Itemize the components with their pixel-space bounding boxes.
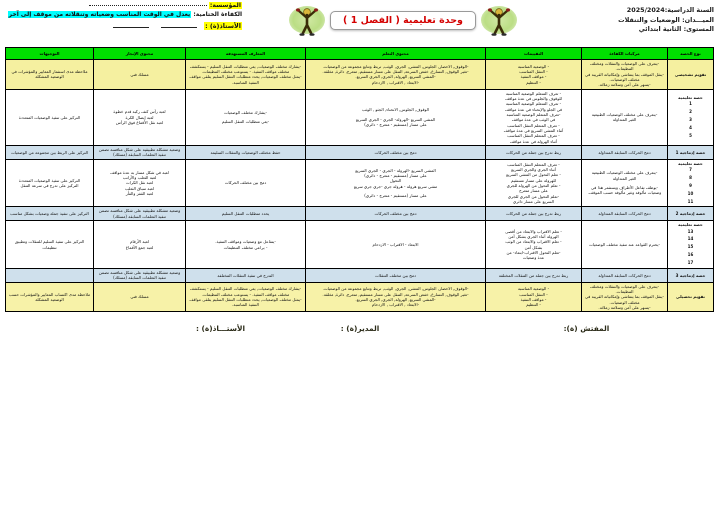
- cell-knowledge: -يشارك مختلف الوضعيات, يعي متطلبات التنقل السليم - يستكشف مختلف مواقف التنفيذ. - يستوعب مختلف التنظيمات. -يمثل مختلف الوضعيات, يحدد متطلبات التنقل السليم يتلقى مواقف التنفيذ المناسبة.: [186, 282, 306, 312]
- footer-director: المدير(ة) :: [340, 324, 380, 334]
- session-type-label: حصة تعليمية: [678, 94, 703, 100]
- competency-field: [6, 11, 242, 19]
- cell-directions: التركيز على الربط بين مجموعة من الوضعيات: [6, 145, 94, 159]
- session-type-label: حصة إدماجية 3: [675, 272, 706, 278]
- header-right-block: [6, 0, 242, 31]
- competency-text: يعدل في الوقت المناسب وضعياته وتنقلاته من موقف إلى آخر: [8, 11, 191, 19]
- page-title: وحدة تعليمية ( الفصل 1 ): [330, 11, 476, 30]
- table-header-row: [6, 48, 714, 60]
- table-row: [6, 159, 714, 207]
- table-row: [6, 145, 714, 159]
- cell-directions: [6, 269, 94, 283]
- cell-competency: -يحترم القواعد عند تنفيذ مختلف الوضعيات: [582, 221, 668, 269]
- session-type-label: حصة إدماجية 2: [675, 211, 706, 217]
- cell-competency: -يتعرف على الوضعيات والتنقلات ومختلف التنظيمات. -ينقل الموقف بما يتماشى وإمكانياته القريبة في مختلف الوضعيات. -يسهر على أمن وسلامة زملائه.: [582, 282, 668, 312]
- cell-knowledge: حفظ مختلف الوضعيات والتنقلات السليمة: [186, 145, 306, 159]
- cell-competency: -يتعرف على مختلف الوضعيات الطبيعية الغير المتداولة: [582, 89, 668, 145]
- table-row: [6, 60, 714, 90]
- cell-evaluations: - تعرف المتعلم الوضعية المناسبة للوقوف والجلوس في عدة مواقف - تعرف المتعلم الوضعية المناسبة في الجلو والإنحناء في عدة مواقف -تعرف المتعلم الوضعية المناسبة في الوثب في عدة مواقف - تعرف المتعلم التنقل المناسب أثناء المشي السريع في عدة مواقف - تعرف المتعلم التنقل المناسب أثناء الهرولة في عدة مواقف: [486, 89, 582, 145]
- cell-doing: لعبة في شكل مسار به عدة مواقف لعبة الثعلب والأرانب لعبة نقل الكرات لعبة سباق الثعلب لعبة القفز والفأر: [94, 159, 186, 207]
- cell-knowledge: -يتفاعل مع وضعيات ومواقف التنفيذ. - يراعي مختلف التنظيمات: [186, 221, 306, 269]
- school-field: [6, 2, 242, 10]
- cell-session-type: [668, 159, 714, 207]
- session-numbers: 13 14 15 16 17: [687, 228, 694, 266]
- planning-table: [5, 47, 714, 312]
- cell-knowledge: يحدد متطلبات التنقل السليم: [186, 207, 306, 221]
- table-row: [6, 282, 714, 312]
- signature-footer: [6, 324, 714, 333]
- session-type-label: حصة تعليمية: [678, 160, 703, 166]
- cell-directions: ملاحظة مدى استثمار المعايير والمؤشرات في الوضعية المشكلة: [6, 60, 94, 90]
- cell-directions: التركيز على تنفيذ السليم للتنقلات وتطبيق تنظيمات: [6, 221, 94, 269]
- cell-learning: المشي السريع -الهرولة - الجري - الجري السريع على مسار (مستقيم - متعرج - دائري) التحول مشي سريع هرولة - هرولة جري -جري جري سريع على مسار (مستقيم - متعرج - دائري): [306, 159, 486, 207]
- cell-competency: -يتعرف على الوضعيات والتنقلات ومختلف التنظيمات. -ينقل الموقف بما يتماشى وإمكانياته القريبة في مختلف الوضعيات. -يسهر على أمن وسلامة زملائه.: [582, 60, 668, 90]
- cell-session-type: [668, 221, 714, 269]
- cell-evaluations: - تعلم الاقتراب والابتعاد من أقصى الهرولة أثناء الجري بشكل أمن - تعلم الاقتراب والابتعاد من الوثب بشكل أمن -تعلم التحول الاقتراب-ابتعاد- من عدة وضعيات: [486, 221, 582, 269]
- session-numbers: 1 2 3 4 5: [689, 101, 692, 138]
- cell-session-type: [668, 89, 714, 145]
- cell-doing: مسلك فني: [94, 60, 186, 90]
- cell-evaluations: ربط تدرج بين جملة من الحركات: [486, 207, 582, 221]
- cell-competency: -يتعرف على مختلف الوضعيات الطبيعية الغير المتداولة -يوظف تفاعل الأطراف ويستثمر هذا في وضعيات مألوفة وغير مألوفة حسب الموقف.: [582, 159, 668, 207]
- footer-teacher: الأستـــاذ(ة) :: [195, 324, 246, 334]
- cell-directions: ملاحظة مدى اكتساب المعايير والمؤشرات حسب الوضعية المشكلة: [6, 282, 94, 312]
- school-year: السنة الدراسية:2025/2024: [626, 6, 714, 14]
- cell-evaluations: ربط تدرج بين جملة من التنقلات المختلفة: [486, 269, 582, 283]
- teacher-field: [6, 21, 242, 31]
- planning-table-body: [6, 60, 714, 312]
- col-header-learning: محتوى التعلم: [306, 48, 486, 60]
- cell-knowledge: -يشارك مختلف الوضعيات -يعي متطلبات التنقل السليم: [186, 89, 306, 145]
- cell-directions: التركيز على تنفيذ الوضعيات المتعددة: [6, 89, 94, 145]
- col-header-knowledge: المعارف المستهدفة: [186, 48, 306, 60]
- teacher-label: الأستاذ(ة) :: [205, 22, 241, 31]
- session-type-label: تقويم تشخيصي: [674, 71, 707, 77]
- header-left-block: [564, 0, 714, 35]
- cell-learning: -الوقوف, الاحضار, الجلوس, المشي, الجري, الوثب, تربط وتتابع مجموعة من الوضعيات. -تغير الوقوف, التسارع, خفض السرعة, التنقل على مسار مستقيم, متعرج, دائرة, مغلقة. -المشي السريع, الهرولة, الجري, الجري السريع. -الابتعاد , الاقتراب , الازدحام: [306, 60, 486, 90]
- cell-session-type: [668, 145, 714, 159]
- school-dotted-line[interactable]: [89, 5, 207, 6]
- cell-learning: دمج بين مختلف التنقلات: [306, 269, 486, 283]
- session-type-label: تقويم تحصيلي: [676, 294, 705, 300]
- teacher-line-1[interactable]: [161, 21, 197, 28]
- cell-evaluations: - الوضعية المناسبة - التنقل المناسب - مواقف التنفيذ - التنظيم: [486, 282, 582, 312]
- school-label: المؤسسة:: [209, 2, 241, 9]
- cell-learning: -الوقوف, الاحضار, الجلوس, المشي, الجري, الوثب, تربط وتتابع مجموعة من الوضعيات. -تغير الوقوف, التسارع, خفض السرعة, التنقل على مسار مستقيم, متعرج, دائرة, مغلقة. -المشي السريع, الهرولة, الجري, الجري السريع. -الابتعاد , الاقتراب , الازدحام: [306, 282, 486, 312]
- cell-doing: لعبة الأرقام لعبة جمع الأقماع: [94, 221, 186, 269]
- cell-learning: الوقوف, الجلوس, الانحناء, الجثو , الوثب المشي السريع -الهرولة- الجري - الجري السريع على مسار (مستقيم - متعرج - دائري): [306, 89, 486, 145]
- cell-session-type: [668, 269, 714, 283]
- sheet-header: [6, 0, 714, 46]
- cell-learning: الابتعاد - الاقتراب - الازدحام: [306, 221, 486, 269]
- cell-session-type: [668, 207, 714, 221]
- table-row: [6, 89, 714, 145]
- table-row: [6, 269, 714, 283]
- gymnast-icon-2: [286, 0, 328, 40]
- col-header-session-type: نوع الحصة: [668, 48, 714, 60]
- col-header-competency: مركبات الكفاءة: [582, 48, 668, 60]
- gymnast-icon: [478, 0, 520, 40]
- cell-learning: دمج بين مختلف الحركات: [306, 207, 486, 221]
- cell-knowledge: التدرج في تنفيذ التنقلات المختلفة: [186, 269, 306, 283]
- col-header-doing: محتوى الإنجاز: [94, 48, 186, 60]
- cell-doing: وضعية مشكلة تطبيقية على شكل منافسة تضمن تنفيذ التعلمات السابقة (مسلك): [94, 269, 186, 283]
- cell-competency: دمج الحركات السابقة المتداولة: [582, 207, 668, 221]
- cell-evaluations: ربط تدرج بين جملة من الحركات: [486, 145, 582, 159]
- cell-evaluations: - الوضعية المناسبة - التنقل المناسب - مواقف التنفيذ - التنظيم: [486, 60, 582, 90]
- cell-doing: وضعية مشكلة تطبيقية على شكل منافسة تضمن تنفيذ التعلمات السابقة (مسلك): [94, 207, 186, 221]
- cell-doing: لعبة رأس كتف ركبة قدم خطوة لعبة إيصال الكرة لعبة نقل الأقماع فوق الرأس: [94, 89, 186, 145]
- cell-knowledge: دمج بين مختلف الحركات: [186, 159, 306, 207]
- cell-doing: وضعية مشكلة تطبيقية على شكل منافسة تضمن تنفيذ التعلمات السابقة (مسلك): [94, 145, 186, 159]
- cell-session-type: [668, 282, 714, 312]
- teacher-line-2[interactable]: [113, 21, 149, 28]
- header-title-block: [242, 0, 564, 40]
- table-row: [6, 207, 714, 221]
- cell-knowledge: -يشارك مختلف الوضعيات, يعي متطلبات التنقل السليم - يستكشف مختلف مواقف التنفيذ. - يستوعب مختلف التنظيمات. -يمثل مختلف الوضعيات, يحدد متطلبات التنقل السليم يتلقى مواقف التنفيذ المناسبة.: [186, 60, 306, 90]
- session-numbers: 7 8 9 10 11: [687, 167, 694, 204]
- competency-label: الكفاءة الختامية:: [193, 11, 242, 19]
- field-domain: الميـــدان: الوضعيات والتنقلات: [618, 15, 714, 24]
- cell-competency: دمج الحركات السابقة المتداولة: [582, 145, 668, 159]
- cell-learning: دمج بين مختلف الحركات: [306, 145, 486, 159]
- footer-inspector: المفتش (ة):: [563, 324, 610, 334]
- session-type-label: حصة تعليمية: [678, 222, 703, 228]
- cell-directions: التركيز على تنفيذ الوضعيات المتعددة التركيز على تدرج في سرعة التنقل: [6, 159, 94, 207]
- cell-directions: التركيز على تنفيذ جملة وضعيات بشكل مناسب: [6, 207, 94, 221]
- cell-doing: مسلك فني: [94, 282, 186, 312]
- table-row: [6, 221, 714, 269]
- cell-session-type: [668, 60, 714, 90]
- col-header-directions: التوجيهات: [6, 48, 94, 60]
- session-type-label: حصة إدماجية 1: [675, 149, 706, 155]
- cell-evaluations: - تعرف المتعلم التنقل المناسب أثناء الجري والجري السريع - تعلم التحول من المشي السريع للهرولة على مسار مستقيم - تعلم التحول من الهرولة للجري على مسار متعرج -تعلم التحول من الجري للجري السريع على مسار دائري: [486, 159, 582, 207]
- school-level: المستوى: الثانية ابتدائي: [638, 25, 714, 34]
- col-header-evaluations: التقييمات: [486, 48, 582, 60]
- cell-competency: دمج الحركات السابقة المتداولة: [582, 269, 668, 283]
